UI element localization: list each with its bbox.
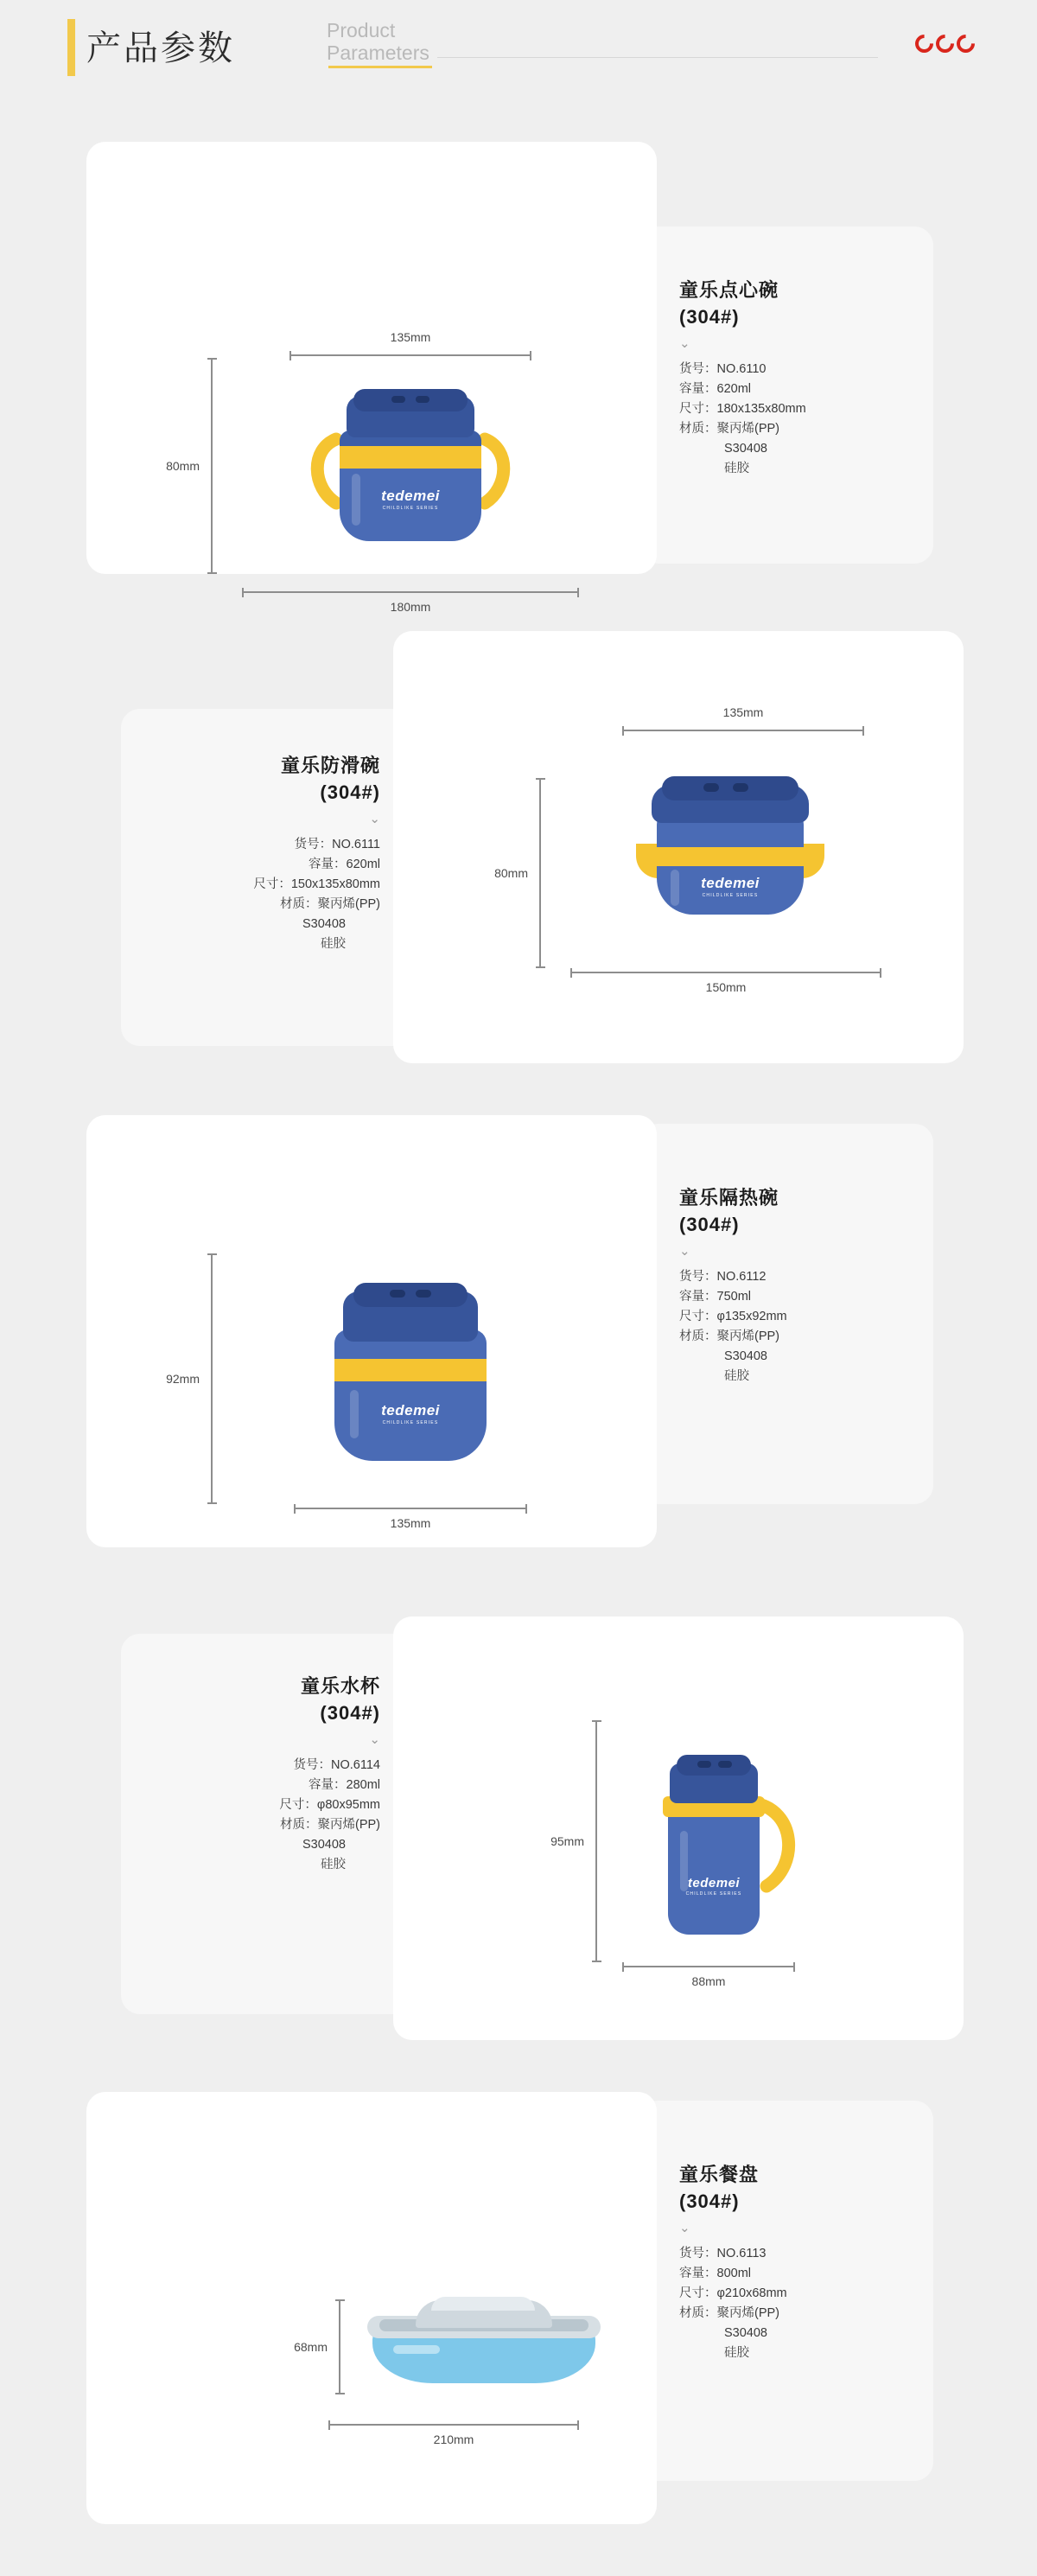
spec-line: 尺寸：φ210x68mm xyxy=(679,2286,787,2300)
spec-line: 材质：聚丙烯(PP) xyxy=(280,897,380,911)
product-1-depth-label: 135mm xyxy=(390,330,431,344)
spec-line: S30408 xyxy=(724,2326,767,2340)
product-1-depth-dimension xyxy=(289,330,531,359)
product-1-info xyxy=(679,277,904,479)
product-2-height-dimension xyxy=(494,778,544,968)
product-2-brand-sub: CHILDLIKE SERIES xyxy=(702,893,759,898)
product-3-height-label: 92mm xyxy=(166,1372,200,1386)
spec-line: 容量：620ml xyxy=(679,382,751,396)
header-divider xyxy=(437,57,878,58)
product-5-specs xyxy=(679,2244,904,2363)
chevron-down-icon: ⌄ xyxy=(679,1244,690,1259)
product-3-title: 童乐隔热碗 (304#) xyxy=(679,1187,779,1235)
product-4-image-card xyxy=(393,1616,964,2040)
spec-line: 硅胶 xyxy=(321,937,346,951)
header-accent-bar xyxy=(67,19,75,76)
chevron-down-icon: ⌄ xyxy=(369,1732,380,1747)
spec-line: 尺寸：180x135x80mm xyxy=(679,402,806,416)
spec-line: 货号：NO.6114 xyxy=(293,1758,380,1772)
spec-line: 硅胶 xyxy=(724,2346,749,2360)
product-4-info xyxy=(156,1673,380,1875)
product-5-height-label: 68mm xyxy=(294,2340,328,2354)
product-1-brand-name: tedemei xyxy=(381,488,440,504)
spec-line: S30408 xyxy=(724,1349,767,1363)
spec-line: S30408 xyxy=(302,917,346,931)
product-2-title: 童乐防滑碗 (304#) xyxy=(280,755,380,803)
spec-line: 容量：800ml xyxy=(679,2267,751,2280)
spec-line: 材质：聚丙烯(PP) xyxy=(679,2306,779,2320)
spec-line: 容量：750ml xyxy=(679,1290,751,1304)
product-1-brand-sub: CHILDLIKE SERIES xyxy=(382,506,439,511)
product-4-title: 童乐水杯 (304#) xyxy=(300,1675,380,1724)
product-3-brand-name: tedemei xyxy=(381,1402,440,1419)
product-2-specs xyxy=(156,835,380,954)
spec-line: 硅胶 xyxy=(724,1369,749,1383)
product-1-width-dimension xyxy=(242,588,579,614)
product-4-width-dimension xyxy=(622,1962,795,1988)
product-2-info xyxy=(156,752,380,954)
subtitle-underline xyxy=(328,66,432,68)
spec-line: 材质：聚丙烯(PP) xyxy=(280,1818,380,1832)
product-5-width-label: 210mm xyxy=(433,2433,474,2446)
product-3-width-label: 135mm xyxy=(390,1516,431,1530)
product-3-specs xyxy=(679,1267,904,1387)
product-3-image-card xyxy=(86,1115,657,1547)
product-2-width-label: 150mm xyxy=(705,980,747,994)
product-3-illustration xyxy=(315,1262,506,1487)
spec-line: 货号：NO.6110 xyxy=(679,362,767,376)
product-4-height-dimension xyxy=(550,1720,600,1962)
product-1-width-label: 180mm xyxy=(390,600,431,614)
product-5-width-dimension xyxy=(328,2420,579,2446)
product-4-height-label: 95mm xyxy=(550,1834,584,1848)
spec-line: 容量：280ml xyxy=(309,1778,380,1792)
spec-line: 尺寸：150x135x80mm xyxy=(253,877,380,891)
product-4-brand-name: tedemei xyxy=(687,1876,741,1891)
product-1-illustration xyxy=(307,377,514,563)
product-5-height-dimension xyxy=(294,2299,343,2394)
product-1-height-label: 80mm xyxy=(166,459,200,473)
product-2-illustration xyxy=(631,769,830,942)
chevron-down-icon: ⌄ xyxy=(679,2221,690,2235)
product-4-width-label: 88mm xyxy=(691,1974,726,1988)
product-3-width-dimension xyxy=(294,1504,527,1530)
product-1-height-dimension xyxy=(166,358,215,574)
spec-line: 货号：NO.6111 xyxy=(294,838,380,851)
spec-line: 尺寸：φ135x92mm xyxy=(679,1310,787,1323)
product-1-specs xyxy=(679,360,904,479)
page-title: 产品参数 xyxy=(86,29,235,67)
product-2-depth-label: 135mm xyxy=(722,705,764,719)
spec-line: 容量：620ml xyxy=(309,858,380,871)
product-4-brand-sub: CHILDLIKE SERIES xyxy=(685,1891,742,1897)
product-3-height-dimension xyxy=(166,1253,215,1504)
product-3-info xyxy=(679,1184,904,1387)
product-5-title: 童乐餐盘 (304#) xyxy=(679,2164,760,2212)
spec-line: S30408 xyxy=(302,1838,346,1852)
page-header xyxy=(0,0,1037,104)
product-2-depth-dimension xyxy=(622,705,864,734)
spec-line: 材质：聚丙烯(PP) xyxy=(679,422,779,436)
product-4-illustration xyxy=(635,1729,808,1962)
chevron-down-icon: ⌄ xyxy=(369,812,380,826)
spec-line: 货号：NO.6112 xyxy=(679,1270,767,1284)
page-subtitle xyxy=(327,19,429,64)
product-2-brand-name: tedemei xyxy=(701,875,760,891)
product-5-image-card xyxy=(86,2092,657,2524)
spec-line: 硅胶 xyxy=(724,462,749,475)
product-2-image-card xyxy=(393,631,964,1063)
spec-line: S30408 xyxy=(724,442,767,456)
page-subtitle-line2: Parameters xyxy=(327,41,429,64)
three-rings-logo-icon xyxy=(915,35,975,53)
spec-line: 材质：聚丙烯(PP) xyxy=(679,1329,779,1343)
spec-line: 尺寸：φ80x95mm xyxy=(279,1798,380,1812)
spec-line: 货号：NO.6113 xyxy=(679,2247,767,2260)
spec-line: 硅胶 xyxy=(321,1858,346,1871)
product-5-info xyxy=(679,2161,904,2363)
product-3-brand-sub: CHILDLIKE SERIES xyxy=(382,1420,439,1425)
product-1-title: 童乐点心碗 (304#) xyxy=(679,279,779,328)
page-subtitle-line1: Product xyxy=(327,19,396,41)
product-2-width-dimension xyxy=(570,968,881,994)
chevron-down-icon: ⌄ xyxy=(679,336,690,351)
product-1-image-card xyxy=(86,142,657,614)
product-5-illustration xyxy=(367,2295,601,2399)
product-4-specs xyxy=(156,1756,380,1875)
product-2-height-label: 80mm xyxy=(494,866,528,880)
